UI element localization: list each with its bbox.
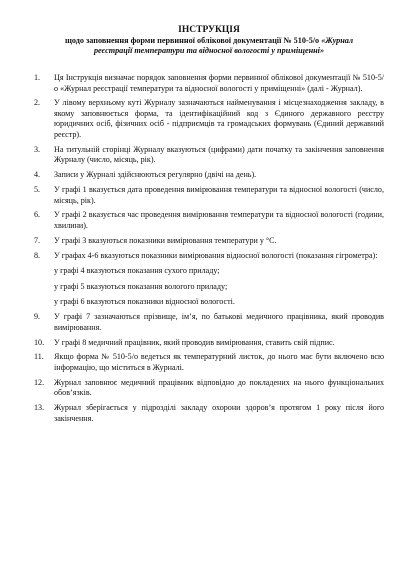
item-text-block <box>54 73 384 94</box>
item-number: 11. <box>34 352 44 362</box>
document-subtitle <box>34 36 384 56</box>
item-text: На титульній сторінці Журналу вказуються (цифрами) дати початку та закінчення заповнення Журналу (число, місяць, рік). <box>54 144 384 165</box>
list-item <box>34 73 384 94</box>
item-number: 10. <box>34 337 45 347</box>
item-subline: у графі 4 вказуються показання сухого приладу; <box>54 266 220 276</box>
item-subline: у графі 6 вказуються показники відносної вологості. <box>54 297 235 307</box>
item-number: 13. <box>34 403 45 413</box>
item-text-block <box>54 251 384 308</box>
item-text-block <box>54 403 384 424</box>
item-number: 3. <box>34 144 41 154</box>
item-subline: у графі 5 вказуються показання вологого приладу; <box>54 281 228 291</box>
item-text-block <box>54 145 384 166</box>
list-item <box>34 170 384 181</box>
instruction-list <box>34 73 384 424</box>
list-item <box>34 338 384 349</box>
item-text-block <box>54 98 384 140</box>
item-text: У графі 3 вказуються показники вимірювання температури у °С. <box>54 235 277 245</box>
item-number: 6. <box>34 210 41 220</box>
list-item <box>34 145 384 166</box>
item-text: Ця Інструкція визначає порядок заповнення форми первинної облікової документації № 510-5/о «Журнал реєстрації температури та відносної вологості у приміщенні» (далі - Журнал). <box>54 73 384 93</box>
item-number: 4. <box>34 170 41 180</box>
item-number: 9. <box>34 312 41 322</box>
item-text-block <box>54 185 384 206</box>
item-number: 2. <box>34 98 41 108</box>
list-item <box>34 312 384 333</box>
list-item <box>34 378 384 399</box>
item-text: Журнал заповнює медичний працівник відповідно до покладених на нього функціональних обов’язків. <box>54 377 384 398</box>
item-text-block <box>54 236 384 247</box>
item-text-block <box>54 210 384 231</box>
item-text-block <box>54 170 384 181</box>
item-text-block <box>54 312 384 333</box>
subtitle-plain: щодо заповнення форми первинної облікової документації № 510-5/о <box>64 36 322 45</box>
item-text-block <box>54 352 384 373</box>
item-number: 12. <box>34 377 45 387</box>
list-item <box>34 352 384 373</box>
item-text-block <box>54 378 384 399</box>
item-number: 5. <box>34 185 41 195</box>
list-item <box>34 210 384 231</box>
list-item <box>34 98 384 140</box>
list-item <box>34 251 384 308</box>
subtitle-italic-1: «Журнал <box>321 36 354 45</box>
item-text: У графі 2 вказується час проведення вимірювання температури та відносної вологості (години, хвилини). <box>54 210 384 230</box>
list-item <box>34 236 384 247</box>
list-item <box>34 403 384 424</box>
item-text: У лівому верхньому куті Журналу зазначаються найменування і місцезнаходження закладу, в якому заповнюється форма, та ідентифікаційний код з Єдиного державного реєстру юридичних осіб, фізичних осіб - підприємців та громадських формувань (Єдиний державний реєстр). <box>54 98 384 139</box>
document-title: ІНСТРУКЦІЯ <box>178 25 240 35</box>
item-number: 1. <box>34 73 41 82</box>
item-text: У графі 8 медичний працівник, який проводив вимірювання, ставить свій підпис. <box>54 337 335 347</box>
item-text-block <box>54 338 384 349</box>
item-text: Журнал зберігається у підрозділі закладу охорони здоров’я протягом 1 року після його закінчення. <box>54 403 384 423</box>
item-number: 8. <box>34 250 41 260</box>
item-text: Записи у Журналі здійснюються регулярно (двічі на день). <box>54 170 257 180</box>
item-text: Якщо форма № 510-5/о ведеться як температурний листок, до нього має бути включено всю інформацію, що міститься в Журналі. <box>54 352 384 372</box>
list-item <box>34 185 384 206</box>
item-number: 7. <box>34 235 41 245</box>
subtitle-italic-2: реєстрації температури та відносної вологості у приміщенні» <box>93 46 325 55</box>
item-text: У графі 1 вказується дата проведення вимірювання температури та відносної вологості (число, місяць, рік). <box>54 185 384 205</box>
item-text: У графах 4-6 вказуються показники вимірювання відносної вологості (показання гігрометра): <box>54 250 378 260</box>
item-text: У графі 7 зазначаються прізвище, ім’я, по батькові медичного працівника, який проводив вимірювання. <box>54 312 384 332</box>
